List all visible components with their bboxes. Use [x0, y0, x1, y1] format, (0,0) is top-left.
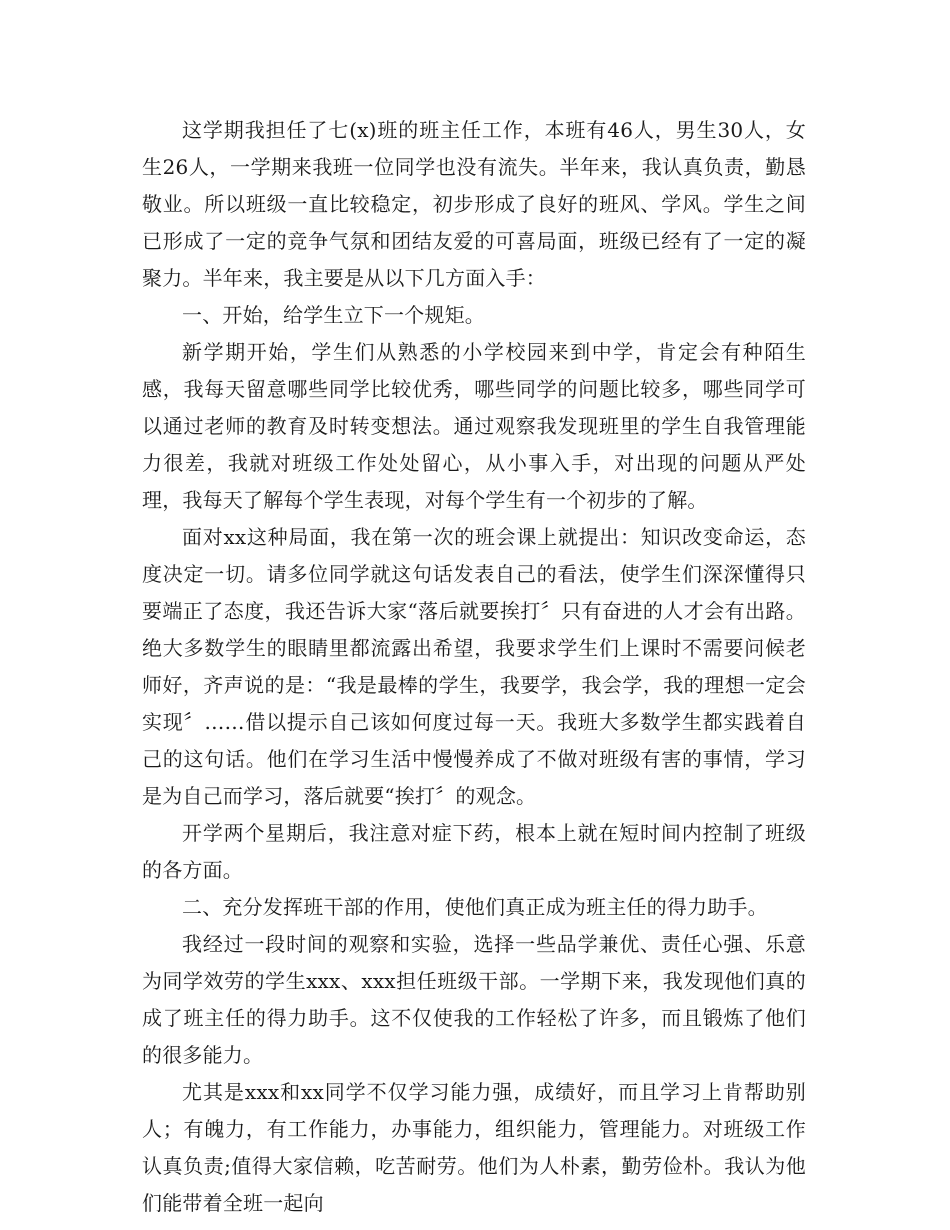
paragraph-two-weeks: 开学两个星期后，我注意对症下药，根本上就在短时间内控制了班级的各方面。 [142, 821, 806, 882]
paragraph-especially: 尤其是xxx和xx同学不仅学习能力强，成绩好，而且学习上肯帮助别人；有魄力，有工作能力，办事能力，组织能力，管理能力。对班级工作认真负责;值得大家信赖，吃苦耐劳。他们为人朴素，勤劳俭朴。我认为他们能带着全班一起向 [142, 1080, 806, 1215]
section-heading-2: 二、充分发挥班干部的作用，使他们真正成为班主任的得力助手。 [182, 895, 768, 919]
paragraph-new-semester: 新学期开始，学生们从熟悉的小学校园来到中学，肯定会有种陌生感，我每天留意哪些同学比较优秀，哪些同学的问题比较多，哪些同学可以通过老师的教育及时转变想法。通过观察我发现班里的学生自我管理能力很差，我就对班级工作处处留心，从小事入手，对出现的问题从严处理，我每天了解每个学生表现，对每个学生有一个初步的了解。 [142, 340, 806, 512]
section-heading-1: 一、开始，给学生立下一个规矩。 [182, 303, 485, 327]
paragraph-class-cadres: 我经过一段时间的观察和实验，选择一些品学兼优、责任心强、乐意为同学效劳的学生xxx、xxx担任班级干部。一学期下来，我发现他们真的成了班主任的得力助手。这不仅使我的工作轻松了许多，而且锻炼了他们的很多能力。 [142, 932, 806, 1067]
paragraph-intro: 这学期我担任了七(x)班的班主任工作，本班有46人，男生30人，女生26人，一学期来我班一位同学也没有流失。半年来，我认真负责，勤恳敬业。所以班级一直比较稳定，初步形成了良好的班风、学风。学生之间已形成了一定的竞争气氛和团结友爱的可喜局面，班级已经有了一定的凝聚力。半年来，我主要是从以下几方面入手： [142, 118, 806, 290]
document-body [142, 112, 806, 1222]
paragraph-class-meeting: 面对xx这种局面，我在第一次的班会课上就提出：知识改变命运，态度决定一切。请多位同学就这句话发表自己的看法，使学生们深深懂得只要端正了态度，我还告诉大家“落后就要挨打〞只有奋进的人才会有出路。绝大多数学生的眼睛里都流露出希望，我要求学生们上课时不需要问候老师好，齐声说的是：“我是最棒的学生，我要学，我会学，我的理想一定会实现〞……借以提示自己该如何度过每一天。我班大多数学生都实践着自己的这句话。他们在学习生活中慢慢养成了不做对班级有害的事情，学习是为自己而学习，落后就要“挨打〞的观念。 [142, 525, 806, 808]
